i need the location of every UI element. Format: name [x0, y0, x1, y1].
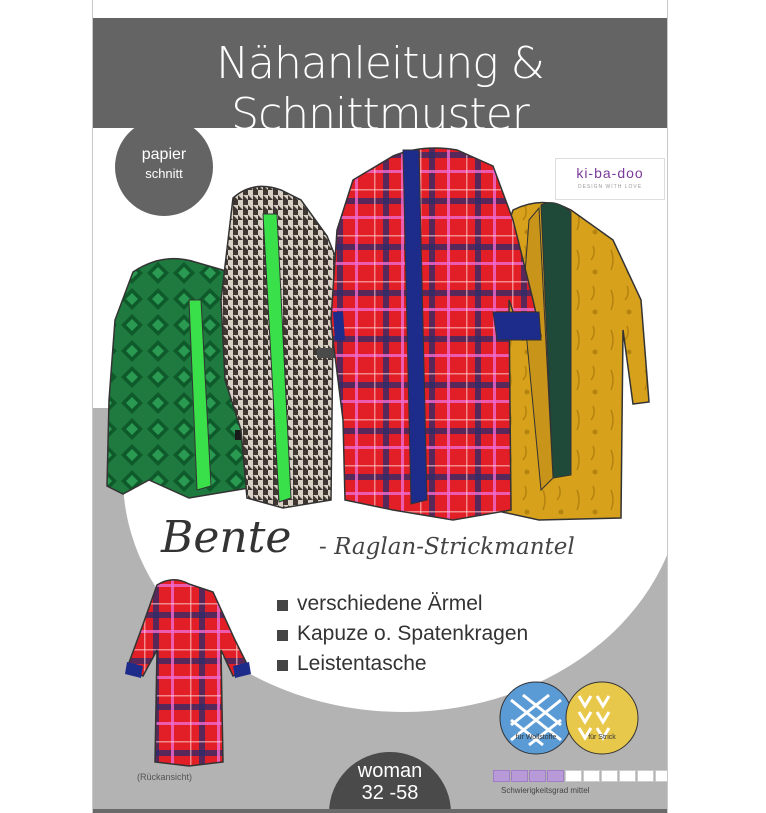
feature-item: [277, 622, 528, 652]
knit-stitch-icon: [566, 682, 638, 754]
model-name: Bente: [161, 512, 292, 563]
fabric-badges: [500, 682, 638, 754]
difficulty-cell: [655, 770, 668, 782]
pattern-cover: [92, 0, 668, 813]
size-badge-target: woman: [357, 760, 423, 782]
difficulty-cell: [511, 770, 528, 782]
back-view-coat: [125, 580, 251, 766]
red-plaid-coat: [331, 148, 541, 520]
size-badge-range: 32 -58: [361, 782, 419, 804]
bullet-square-icon: [277, 630, 288, 641]
model-subtitle: - Raglan-Strickmantel: [319, 534, 575, 560]
page-title: Nähanleitung & Schnittmuster: [216, 38, 544, 140]
wool-weave-icon: [500, 682, 572, 754]
size-badge: [329, 752, 451, 813]
brand-logo-name: ki-ba-doo: [576, 165, 644, 181]
knit-badge-label: für Strick: [588, 734, 616, 741]
feature-item: [277, 652, 528, 682]
difficulty-label: Schwierigkeitsgrad mittel: [501, 786, 590, 795]
bullet-square-icon: [277, 660, 288, 671]
paper-badge-line1: papier: [141, 146, 187, 163]
feature-list: [277, 592, 528, 682]
difficulty-cell: [619, 770, 636, 782]
feature-text: Kapuze o. Spatenkragen: [297, 622, 529, 645]
difficulty-bar: [493, 770, 668, 782]
paper-badge-line2: schnitt: [145, 166, 183, 181]
bullet-square-icon: [277, 600, 288, 611]
difficulty-cell: [637, 770, 654, 782]
difficulty-cell: [493, 770, 510, 782]
back-view-label: (Rückansicht): [137, 772, 193, 782]
difficulty-cell: [565, 770, 582, 782]
wool-badge-label: für Wollstoffe: [515, 734, 557, 741]
difficulty-meter: [493, 770, 668, 795]
feature-item: [277, 592, 528, 622]
difficulty-cell: [529, 770, 546, 782]
feature-text: Leistentasche: [297, 652, 427, 675]
bottom-rule: [93, 809, 667, 813]
brand-logo-tagline: DESIGN WITH LOVE: [577, 184, 643, 190]
coat-illustrations: [93, 0, 667, 813]
feature-text: verschiedene Ärmel: [297, 592, 483, 615]
difficulty-cell: [547, 770, 564, 782]
difficulty-cell: [601, 770, 618, 782]
difficulty-cell: [583, 770, 600, 782]
